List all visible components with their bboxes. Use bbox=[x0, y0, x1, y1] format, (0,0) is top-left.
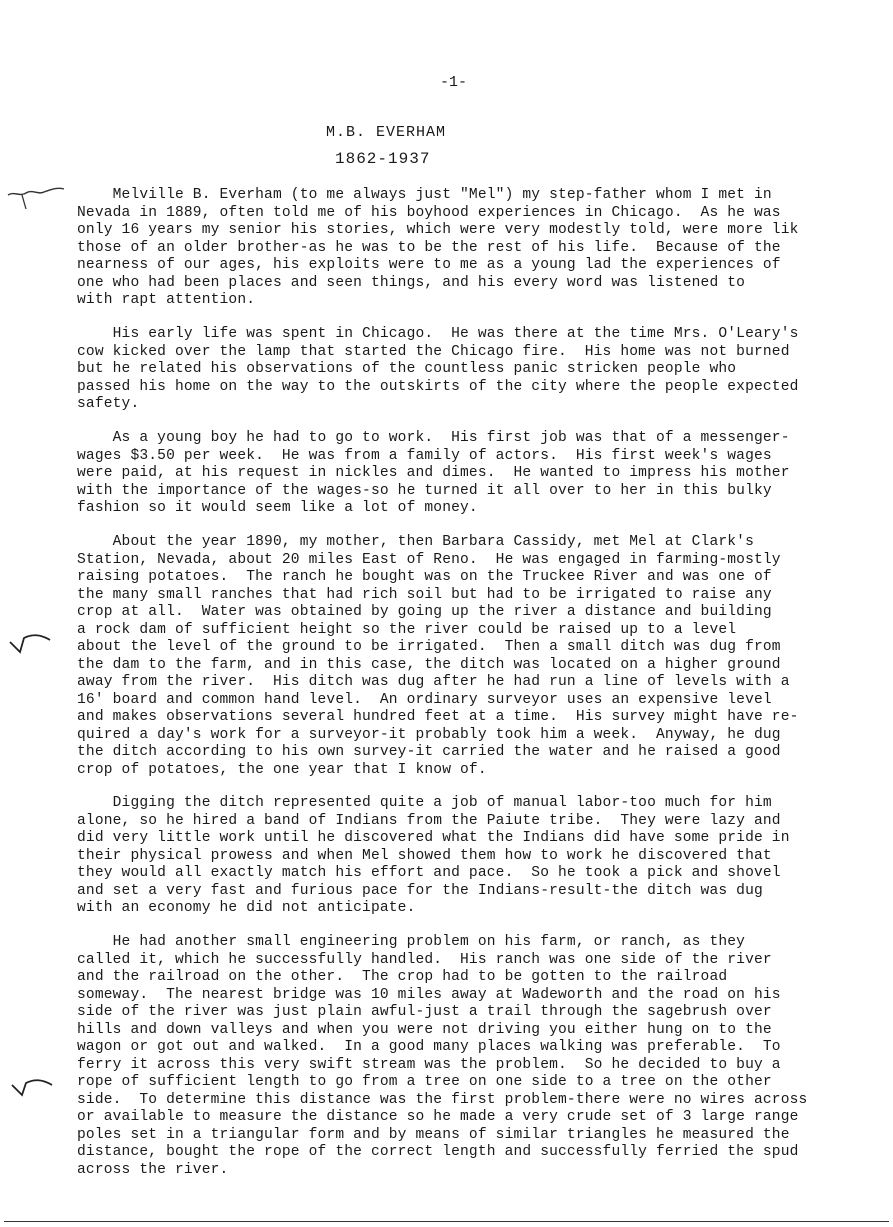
paragraph-2: His early life was spent in Chicago. He was there at the time Mrs. O'Leary's cow kicked over the lamp that started the Chicago fire. His home was not burned but he related his observations of the countless panic stricken people who passed his home on the way to the outskirts of the city where the people expected safety. bbox=[77, 326, 799, 412]
life-dates: 1862-1937 bbox=[335, 150, 431, 168]
margin-check-mark bbox=[4, 1075, 64, 1105]
document-title: M.B. EVERHAM bbox=[326, 124, 447, 141]
margin-check-mark bbox=[4, 183, 74, 217]
paragraph-6: He had another small engineering problem on his farm, or ranch, as they called it, which he successfully handled. His ranch was one side of the river and the railroad on the other. The crop had to be gotten to the railroad someway. The nearest bridge was 10 miles away at Wadeworth and the road on his side of the river was just plain awful-just a trail through the sagebrush over hills and down valleys and when you were not driving you either hung on to the wagon or got out and walked. In a good many places walking was preferable. To ferry it across this very swift stream was the problem. So he decided to buy a rope of sufficient length to go from a tree on one side to a tree on the other side. To determine this distance was the first problem-there were no wires across or available to measure the distance so he made a very crude set of 3 large range poles set in a triangular form and by means of similar triangles he measured the distance, bought the rope of the correct length and successfully ferried the spud across the river. bbox=[77, 934, 808, 1178]
paragraph-1: Melville B. Everham (to me always just "Mel") my step-father whom I met in Nevada in 1889, often told me of his boyhood experiences in Chicago. As he was only 16 years my senior his stories, which were very modestly told, were more lik those of an older brother-as he was to be the rest of his life. Because of the nearness of our ages, his exploits were to me as a young lad the experiences of one who had been places and seen things, and his every word was listened to with rapt attention. bbox=[77, 187, 799, 308]
page-number: -1- bbox=[440, 74, 468, 91]
bottom-rule bbox=[4, 1221, 889, 1222]
paragraph-5: Digging the ditch represented quite a job of manual labor-too much for him alone, so he hired a band of Indians from the Paiute tribe. They were lazy and did very little work until he discovered what the Indians did have some pride in their physical prowess and when Mel showed them how to work he discovered that they would all exactly match his effort and pace. So he took a pick and shovel and set a very fast and furious pace for the Indians-result-the ditch was dug with an economy he did not anticipate. bbox=[77, 795, 790, 916]
margin-check-mark bbox=[4, 630, 64, 660]
paragraph-4: About the year 1890, my mother, then Barbara Cassidy, met Mel at Clark's Station, Nevada, about 20 miles East of Reno. He was engaged in farming-mostly raising potatoes. The ranch he bought was on the Truckee River and was one of the many small ranches that had rich soil but had to be irrigated to raise any crop at all. Water was obtained by going up the river a distance and building a rock dam of sufficient height so the river could be raised up to a level about the level of the ground to be irrigated. Then a small ditch was dug from the dam to the farm, and in this case, the ditch was located on a higher ground away from the river. His ditch was dug after he had run a line of levels with a 16' board and common hand level. An ordinary surveyor uses an expensive level and makes observations several hundred feet at a time. His survey might have re- quired a day's work for a surveyor-it probably took him a week. Anyway, he dug the ditch according to his own survey-it carried the water and he raised a good crop of potatoes, the one year that I know of. bbox=[77, 534, 799, 778]
paragraph-3: As a young boy he had to go to work. His first job was that of a messenger- wages $3.50 per week. He was from a family of actors. His first week's wages were paid, at his request in nickles and dimes. He wanted to impress his mother with the importance of the wages-so he turned it all over to her in this bulky fashion so it would seem like a lot of money. bbox=[77, 430, 790, 516]
